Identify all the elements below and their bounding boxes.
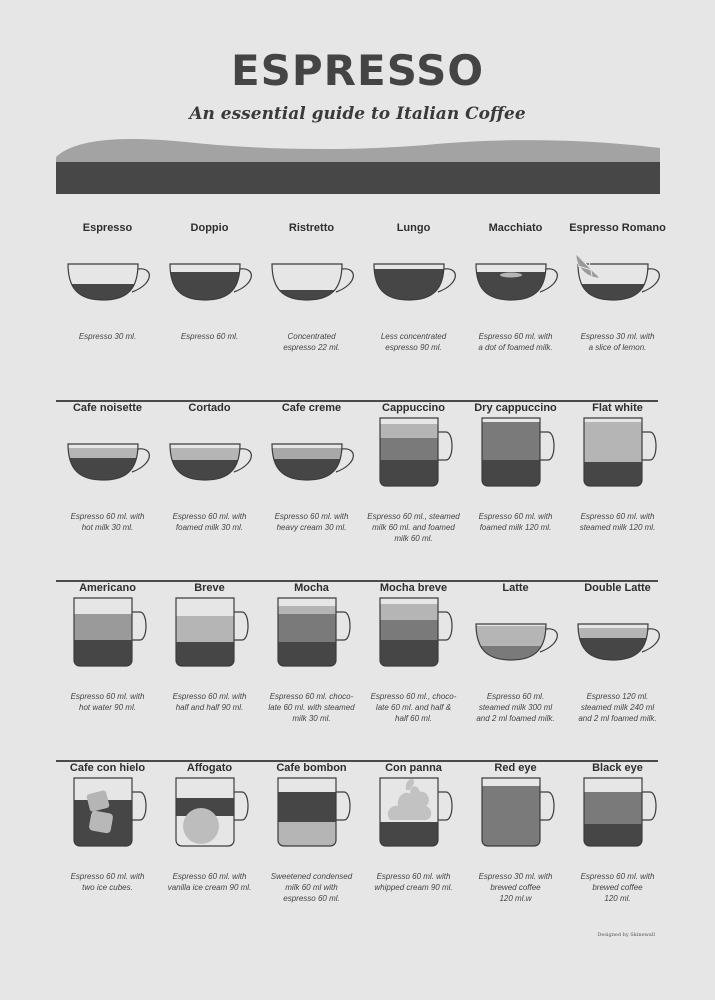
coffee-card: [362, 402, 465, 552]
coffee-description-line: half 60 ml.: [395, 714, 432, 723]
coffee-description-line: Espresso 60 ml. with: [70, 512, 145, 521]
coffee-description-line: espresso 90 ml.: [385, 343, 442, 352]
coffee-description-line: foamed milk 120 ml.: [479, 523, 552, 532]
coffee-card: [362, 582, 465, 732]
coffee-card: [56, 222, 159, 372]
coffee-mug-icon: [572, 772, 662, 852]
coffee-description-line: milk 30 ml.: [292, 714, 331, 723]
coffee-description-line: late 60 ml. and half &: [375, 703, 452, 712]
coffee-cup-icon: [368, 252, 458, 308]
coffee-description: [466, 511, 565, 533]
coffee-description: [160, 871, 259, 893]
coffee-name: Macchiato: [488, 222, 543, 234]
coffee-description: [160, 331, 259, 342]
coffee-card: [362, 222, 465, 372]
coffee-cup-icon: [62, 252, 152, 308]
coffee-description-line: Espresso 60 ml., choco-: [370, 692, 457, 701]
coffee-description-line: brewed coffee: [592, 883, 643, 892]
coffee-card: [158, 582, 261, 732]
coffee-mug-icon: [266, 592, 356, 672]
coffee-description-line: milk 60 ml with: [285, 883, 338, 892]
coffee-card: [260, 582, 363, 732]
coffee-description-line: Espresso 60 ml.: [486, 692, 545, 701]
coffee-name: Con panna: [385, 762, 442, 774]
coffee-description-line: Espresso 60 ml. choco-: [269, 692, 354, 701]
coffee-description: [364, 511, 463, 544]
coffee-mug-icon: [368, 412, 458, 492]
coffee-card: [464, 402, 567, 552]
coffee-description: [58, 511, 157, 533]
coffee-description-line: Sweetened condensed: [270, 872, 353, 881]
coffee-name: Cafe con hielo: [69, 762, 146, 774]
coffee-description-line: Espresso 60 ml. with: [70, 872, 145, 881]
coffee-description: [364, 691, 463, 724]
coffee-description-line: and 2 ml foamed milk.: [578, 714, 657, 723]
designer-credit: Designed by Skinewall: [597, 932, 655, 938]
coffee-description-line: Espresso 60 ml. with: [478, 332, 553, 341]
coffee-description-line: Espresso 30 ml. with: [478, 872, 553, 881]
coffee-card: [260, 402, 363, 552]
coffee-name: Ristretto: [288, 222, 335, 234]
coffee-description: [466, 691, 565, 724]
coffee-cup-icon: [470, 612, 560, 668]
coffee-description-line: espresso 60 ml.: [283, 894, 340, 903]
coffee-description-line: and 2 ml foamed milk.: [476, 714, 555, 723]
coffee-description-line: Espresso 60 ml. with: [172, 512, 247, 521]
coffee-mug-icon: [164, 772, 254, 852]
coffee-name: Mocha breve: [379, 582, 448, 594]
coffee-name: Cafe bombon: [276, 762, 347, 774]
coffee-description: [568, 511, 667, 533]
coffee-cup-icon: [62, 432, 152, 488]
coffee-card: [566, 762, 669, 912]
coffee-description-line: heavy cream 30 ml.: [276, 523, 347, 532]
coffee-description-line: vanilla ice cream 90 ml.: [167, 883, 252, 892]
coffee-mug-icon: [470, 412, 560, 492]
coffee-name: Red eye: [494, 762, 537, 774]
coffee-row: [56, 582, 658, 762]
poster-subtitle: An essential guide to Italian Coffee: [189, 104, 526, 124]
coffee-name: Cortado: [188, 402, 231, 414]
coffee-card: [56, 582, 159, 732]
coffee-card: [56, 402, 159, 552]
coffee-card: [158, 222, 261, 372]
coffee-cup-icon: [266, 432, 356, 488]
coffee-description-line: Espresso 60 ml. with: [580, 872, 655, 881]
coffee-card: [566, 222, 669, 372]
coffee-description-line: steamed milk 120 ml.: [579, 523, 656, 532]
coffee-mug-icon: [368, 772, 458, 852]
coffee-name: Espresso Romano: [569, 222, 666, 234]
coffee-description-line: Espresso 60 ml. with: [478, 512, 553, 521]
coffee-mug-icon: [164, 592, 254, 672]
coffee-description: [568, 331, 667, 353]
coffee-name: Doppio: [190, 222, 229, 234]
coffee-description-line: whipped cream 90 ml.: [374, 883, 453, 892]
coffee-card: [566, 402, 669, 552]
coffee-mug-icon: [266, 772, 356, 852]
espresso-banner: [56, 132, 660, 196]
coffee-description: [466, 331, 565, 353]
coffee-description-line: steamed milk 240 ml: [580, 703, 655, 712]
coffee-name: Dry cappuccino: [474, 402, 557, 414]
coffee-description-line: Espresso 120 ml.: [586, 692, 649, 701]
coffee-name: Mocha: [294, 582, 329, 594]
coffee-description: [568, 871, 667, 904]
coffee-description-line: espresso 22 ml.: [283, 343, 340, 352]
coffee-card: [464, 222, 567, 372]
coffee-description: [160, 511, 259, 533]
coffee-description-line: 120 ml.w: [499, 894, 532, 903]
coffee-mug-icon: [368, 592, 458, 672]
coffee-description-line: Espresso 60 ml. with: [580, 512, 655, 521]
coffee-card: [566, 582, 669, 732]
coffee-name: Black eye: [592, 762, 643, 774]
coffee-description-line: steamed milk 300 ml: [478, 703, 553, 712]
coffee-description: [466, 871, 565, 904]
coffee-card: [362, 762, 465, 912]
coffee-cup-icon: [572, 252, 662, 308]
coffee-mug-icon: [470, 772, 560, 852]
coffee-description: [58, 871, 157, 893]
coffee-name: Cafe creme: [281, 402, 342, 414]
coffee-description-line: milk 60 ml.: [394, 534, 433, 543]
coffee-cup-icon: [266, 252, 356, 308]
coffee-name: Lungo: [396, 222, 431, 234]
coffee-description-line: milk 60 ml. and foamed: [372, 523, 455, 532]
coffee-description-line: Espresso 60 ml., steamed: [367, 512, 460, 521]
coffee-description: [58, 691, 157, 713]
coffee-description-line: late 60 ml. with steamed: [268, 703, 355, 712]
coffee-description: [262, 331, 361, 353]
coffee-description-line: Less concentrated: [380, 332, 447, 341]
coffee-description: [262, 691, 361, 724]
coffee-description: [568, 691, 667, 724]
coffee-description-line: Espresso 60 ml. with: [172, 692, 247, 701]
coffee-name: Latte: [502, 582, 529, 594]
coffee-description-line: Espresso 60 ml. with: [172, 872, 247, 881]
coffee-cup-icon: [164, 432, 254, 488]
coffee-mug-icon: [62, 772, 152, 852]
coffee-description: [364, 871, 463, 893]
coffee-description-line: Espresso 30 ml. with: [580, 332, 655, 341]
coffee-description-line: brewed coffee: [490, 883, 541, 892]
coffee-card: [464, 762, 567, 912]
coffee-name: Breve: [194, 582, 225, 594]
coffee-name: Cappuccino: [382, 402, 445, 414]
coffee-description-line: hot water 90 ml.: [79, 703, 136, 712]
coffee-description: [262, 511, 361, 533]
coffee-description-line: a dot of foamed milk.: [478, 343, 553, 352]
coffee-description-line: half and half 90 ml.: [175, 703, 244, 712]
coffee-description-line: Espresso 60 ml.: [180, 332, 239, 341]
coffee-description: [58, 331, 157, 342]
coffee-description: [364, 331, 463, 353]
coffee-card: [158, 402, 261, 552]
coffee-description-line: foamed milk 30 ml.: [175, 523, 244, 532]
coffee-cup-icon: [470, 252, 560, 308]
coffee-description-line: Espresso 60 ml. with: [70, 692, 145, 701]
coffee-description-line: 120 ml.: [604, 894, 631, 903]
coffee-name: Double Latte: [584, 582, 651, 594]
coffee-card: [260, 222, 363, 372]
poster-title: ESPRESSO: [230, 46, 485, 95]
coffee-name: Cafe noisette: [72, 402, 143, 414]
coffee-name: Affogato: [186, 762, 233, 774]
coffee-row: [56, 222, 666, 402]
coffee-description-line: Espresso 60 ml. with: [376, 872, 451, 881]
coffee-mug-icon: [572, 412, 662, 492]
coffee-description-line: a slice of lemon.: [588, 343, 647, 352]
coffee-description: [262, 871, 361, 904]
coffee-description-line: two ice cubes.: [82, 883, 133, 892]
coffee-description: [160, 691, 259, 713]
coffee-description-line: Concentrated: [287, 332, 336, 341]
coffee-card: [158, 762, 261, 912]
coffee-card: [56, 762, 159, 912]
coffee-name: Americano: [79, 582, 136, 594]
coffee-row: [56, 402, 658, 582]
coffee-description-line: hot milk 30 ml.: [81, 523, 134, 532]
coffee-card: [260, 762, 363, 912]
coffee-description-line: Espresso 60 ml. with: [274, 512, 349, 521]
coffee-cup-icon: [164, 252, 254, 308]
coffee-name: Espresso: [82, 222, 133, 234]
coffee-description-line: Espresso 30 ml.: [78, 332, 137, 341]
coffee-row: [56, 762, 658, 942]
coffee-mug-icon: [62, 592, 152, 672]
coffee-card: [464, 582, 567, 732]
coffee-cup-icon: [572, 612, 662, 668]
coffee-name: Flat white: [592, 402, 643, 414]
